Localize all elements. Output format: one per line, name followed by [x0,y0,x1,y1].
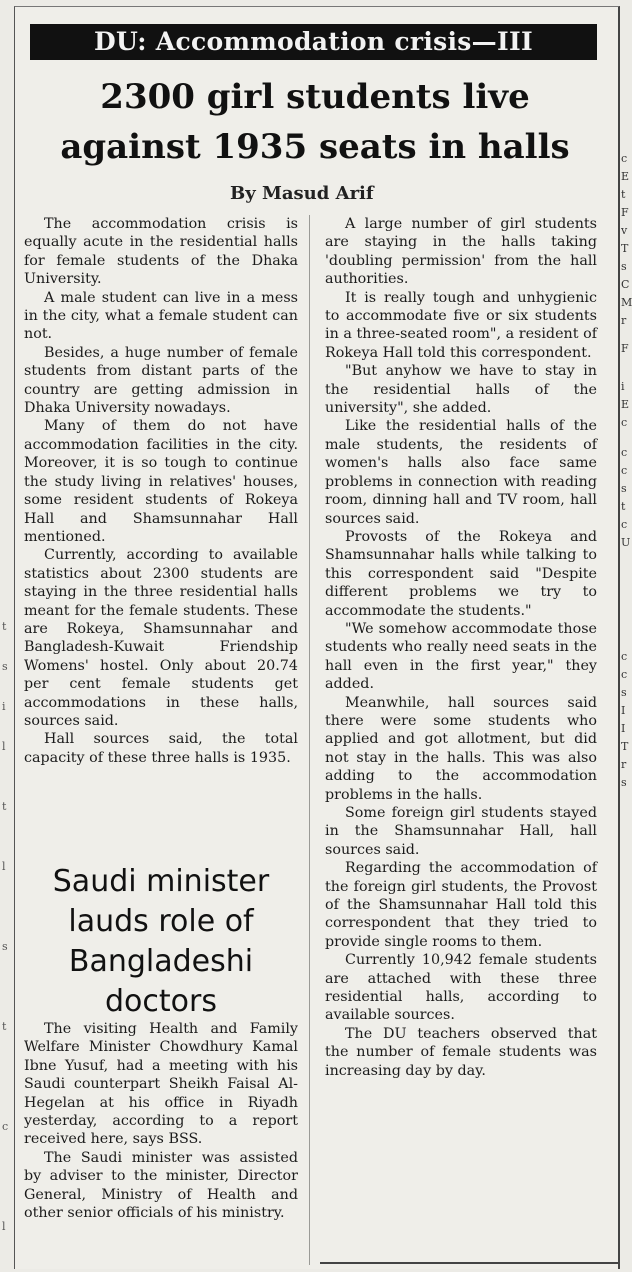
edge-letter: c [621,668,628,681]
column-divider [309,215,310,1265]
edge-letter: c [621,416,628,429]
secondary-article-column [24,1020,298,1222]
paragraph: Besides, a huge number of female students from distant parts of the country are getting admission in Dhaka University nowadays. [24,344,298,417]
bottom-rule [320,1262,620,1264]
paragraph: A male student can live in a mess in the city, what a female student can not. [24,289,298,343]
edge-letter: s [2,660,8,673]
edge-letter: t [621,500,626,513]
paragraph: Currently 10,942 female students are attached with these three residential halls, according to available sources. [325,952,597,1024]
edge-letter: I [621,722,626,735]
edge-letter: c [621,464,628,477]
edge-letter: t [621,188,626,201]
edge-letter: F [621,206,629,219]
paragraph: The accommodation crisis is equally acute in the residential halls for female students of the Dhaka University. [24,216,298,288]
paragraph: "We somehow accommodate those students who really need seats in the hall even in the first year," they added. [325,620,597,693]
adjacent-article-fragment-left [0,600,12,1272]
headline [20,72,610,172]
edge-letter: l [2,740,6,753]
paragraph: Like the residential halls of the male students, the residents of women's halls also face same problems in connection with reading room, dinning hall and TV room, hall sources said. [325,418,597,527]
edge-letter: c [621,518,628,531]
headline-line-2: against 1935 seats in halls [60,127,570,167]
paragraph: Some foreign girl students stayed in the Shamsunnahar Hall, hall sources said. [325,805,597,858]
secondary-headline [30,862,292,1022]
edge-letter: i [621,380,625,393]
article-column-left [24,215,298,767]
edge-letter: E [621,398,630,411]
paragraph: Meanwhile, hall sources said there were some students who applied and got allotment, but did not stay in the halls. This was also adding to the accommodation problems in the halls. [325,694,597,803]
edge-letter: i [2,700,6,713]
article-column-right [325,215,597,1080]
byline: By Masud Arif [230,183,374,204]
edge-letter: t [2,1020,7,1033]
paragraph: A large number of girl students are staying in the halls taking 'doubling permission' from the hall authorities. [325,216,597,288]
edge-letter: r [621,758,627,771]
paragraph: It is really tough and unhygienic to accommodate five or six students in a three-seated room", a resident of Rokeya Hall told this correspondent. [325,289,597,361]
edge-letter: l [2,1220,6,1233]
paragraph: Regarding the accommodation of the foreign girl students, the Provost of the Shamsunnahar Hall told this correspondent that they tried to provide single rooms to them. [325,860,597,950]
edge-letter: T [621,242,629,255]
edge-letter: s [621,482,627,495]
edge-letter: I [621,704,626,717]
paragraph: "But anyhow we have to stay in the residential halls of the university", she added. [325,363,597,417]
edge-letter: E [621,170,630,183]
paragraph: Provosts of the Rokeya and Shamsunnahar halls while talking to this correspondent said "Despite different problems we try to accommodate the students." [325,528,597,619]
edge-letter: l [2,860,6,873]
paragraph: The visiting Health and Family Welfare Minister Chowdhury Kamal Ibne Yusuf, had a meeting with his Saudi counterpart Sheikh Faisal Al-Hegelan at his office in Riyadh yesterday, according to a report received here, says BSS. [24,1021,298,1148]
edge-letter: v [621,224,628,237]
edge-letter: s [621,686,627,699]
edge-letter: c [2,1120,9,1133]
edge-letter: s [2,940,8,953]
edge-letter: s [621,776,627,789]
edge-letter: c [621,446,628,459]
edge-letter: c [621,152,628,165]
edge-letter: t [2,620,7,633]
paragraph: The DU teachers observed that the number of female students was increasing day by day. [325,1025,597,1079]
secondary-headline-line: Bangladeshi [68,944,254,979]
paragraph: Many of them do not have accommodation facilities in the city. Moreover, it is so tough to continue the study living in relatives' houses, some resident students of Rokeya Hall and Shamsunnahar Hall mentioned. [24,418,298,545]
edge-letter: s [621,260,627,273]
secondary-headline-line: doctors [105,984,217,1019]
headline-line-1: 2300 girl students live [100,77,530,117]
edge-letter: r [621,314,627,327]
kicker-banner: DU: Accommodation crisis—III [30,24,597,60]
paragraph: Hall sources said, the total capacity of these three halls is 1935. [24,731,298,766]
edge-letter: c [621,650,628,663]
secondary-headline-line: lauds role of [68,904,254,939]
secondary-headline-line: Saudi minister [52,864,270,899]
paragraph: The Saudi minister was assisted by adviser to the minister, Director General, Ministry of Health and other senior officials of his ministry. [24,1149,298,1222]
edge-letter: M [621,296,632,309]
edge-letter: U [621,536,631,549]
adjacent-article-fragment-right [619,150,632,1272]
edge-letter: t [2,800,7,813]
edge-letter: C [621,278,630,291]
edge-letter: T [621,740,629,753]
edge-letter: F [621,342,629,355]
paragraph: Currently, according to available statistics about 2300 students are staying in the three residential halls meant for the female students. These are Rokeya, Shamsunnahar and Bangladesh-Kuwait Friendship Womens' hostel. Only about 20.74 per cent female students get accommodations in these halls, sources said. [24,547,298,729]
